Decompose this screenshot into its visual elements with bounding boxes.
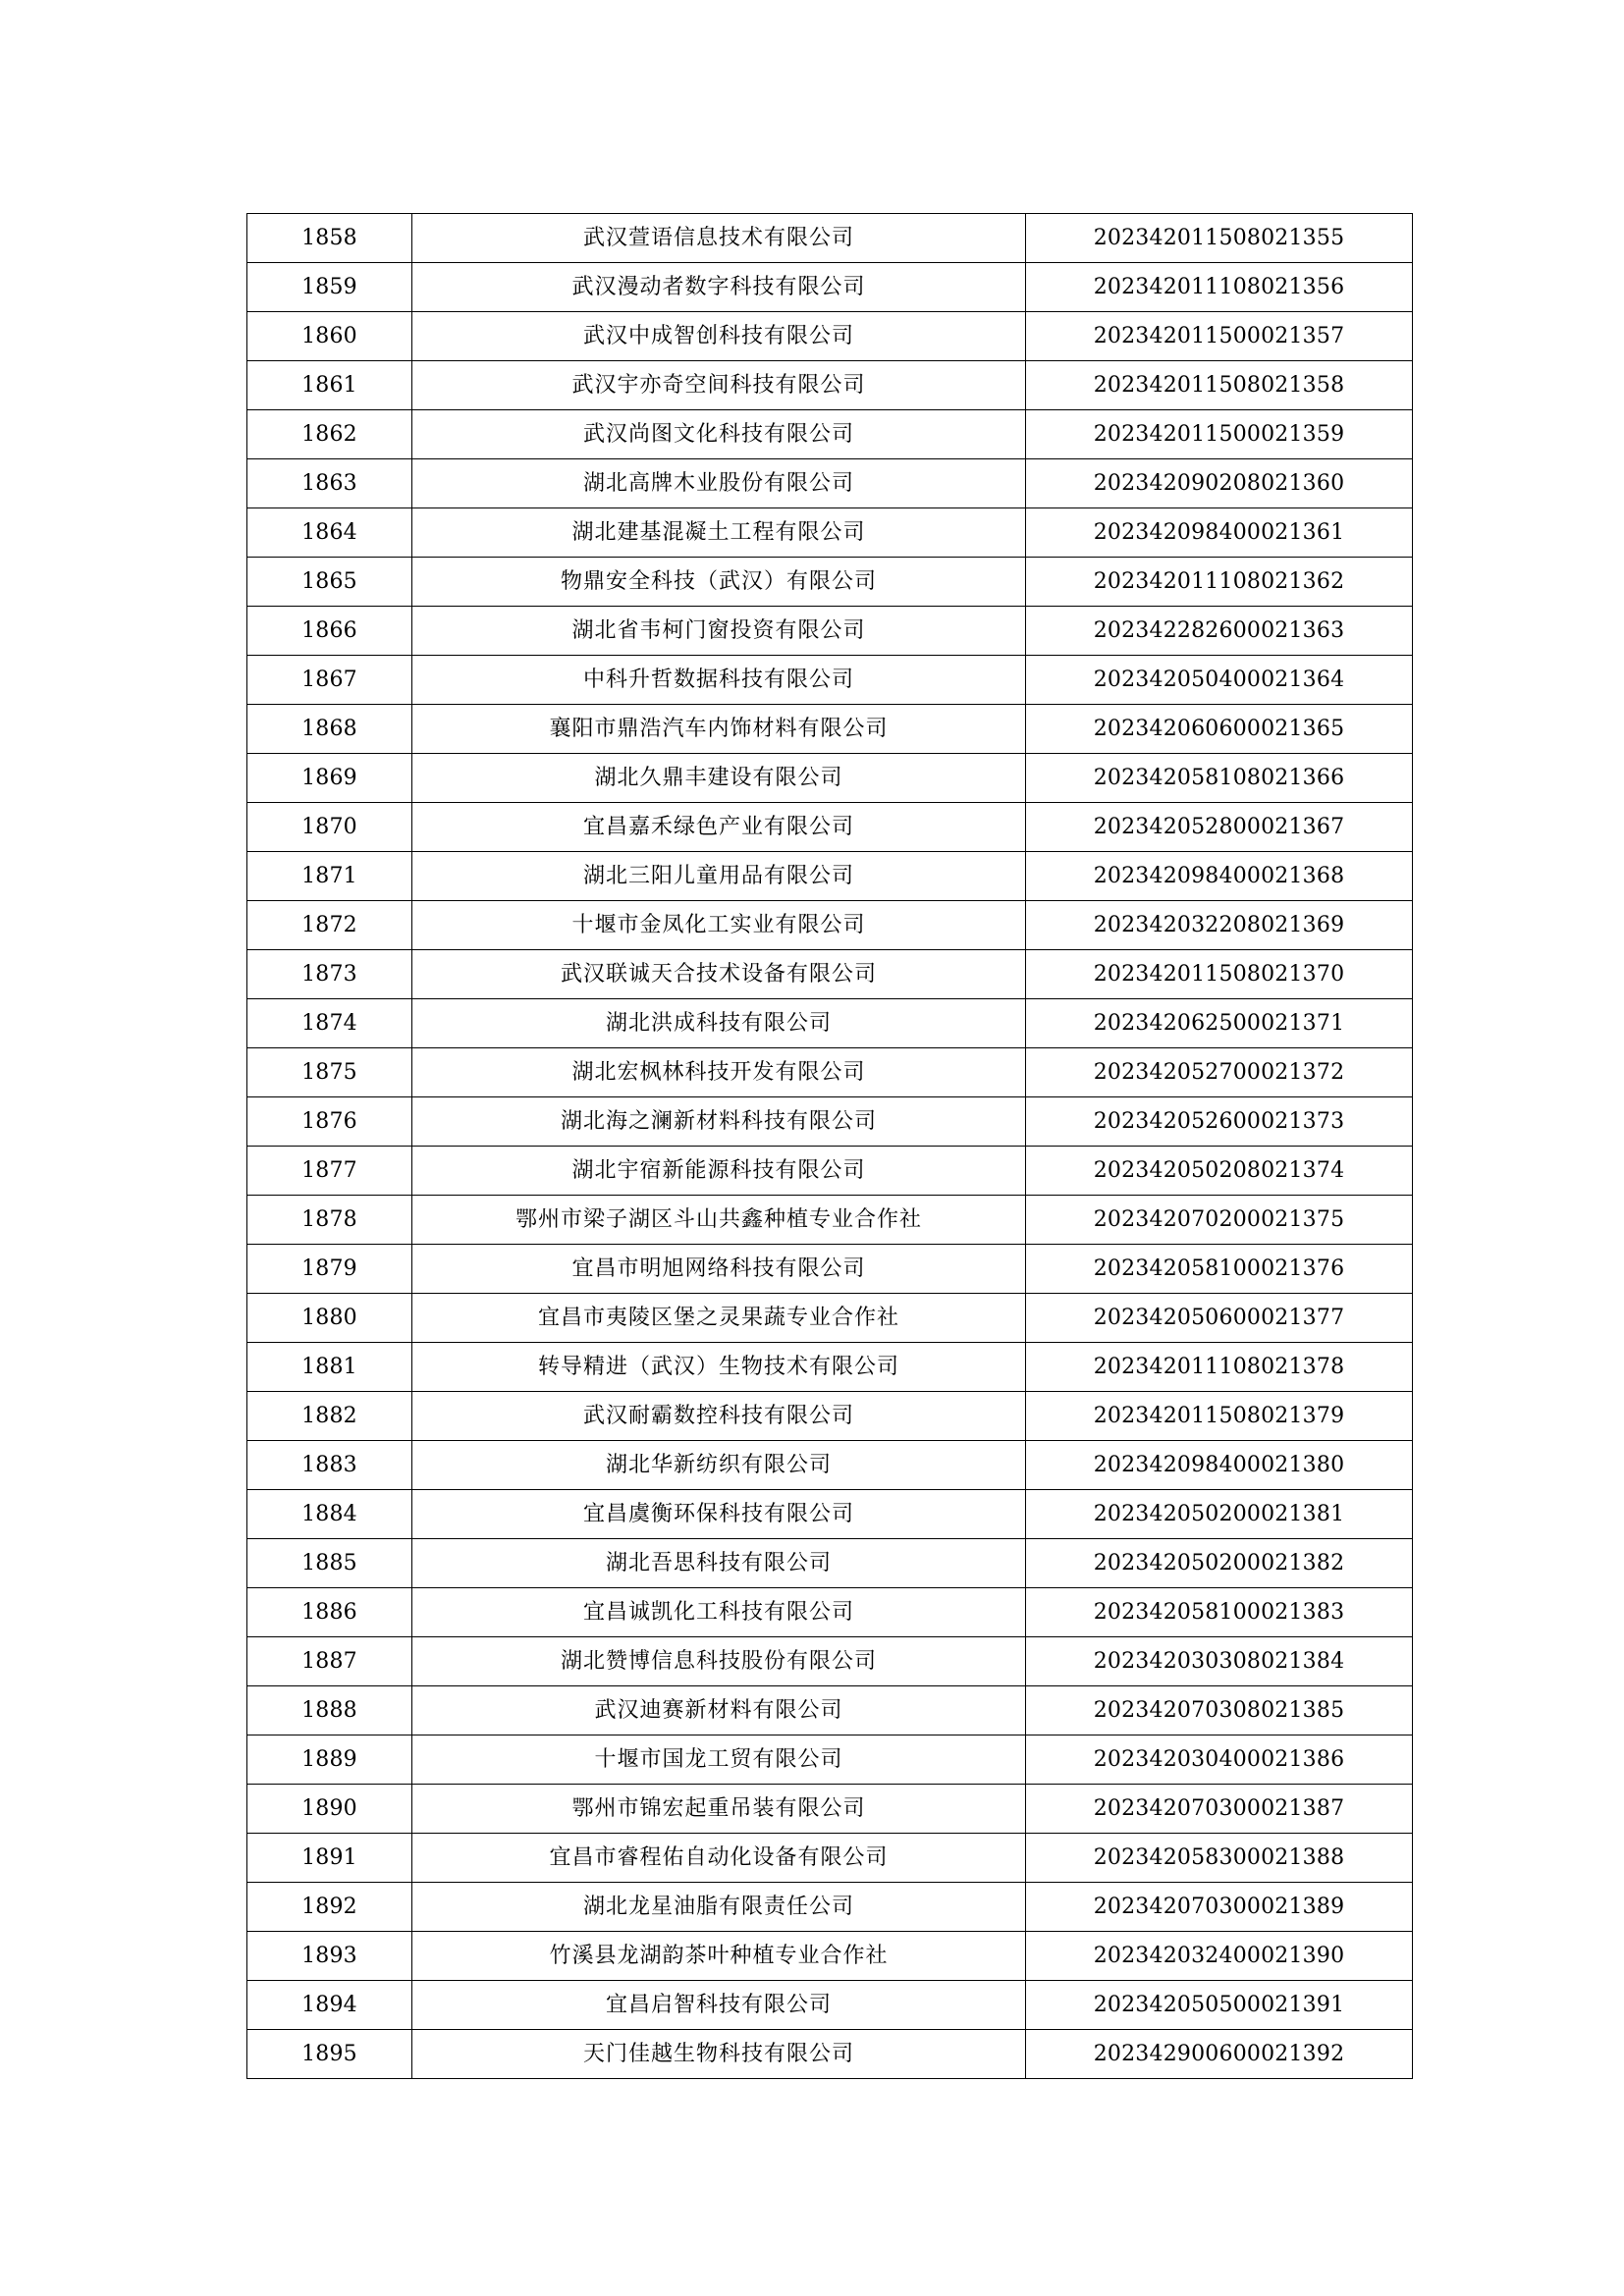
row-index-cell: 1862 bbox=[247, 410, 412, 459]
table-row bbox=[247, 754, 1413, 803]
row-index-cell: 1893 bbox=[247, 1932, 412, 1981]
row-index-cell: 1875 bbox=[247, 1048, 412, 1097]
row-index-cell: 1887 bbox=[247, 1637, 412, 1686]
company-name-cell: 宜昌市夷陵区堡之灵果蔬专业合作社 bbox=[412, 1294, 1026, 1343]
table-row bbox=[247, 950, 1413, 999]
table-row bbox=[247, 1392, 1413, 1441]
registration-code-cell: 202342052700021372 bbox=[1026, 1048, 1413, 1097]
table-row bbox=[247, 361, 1413, 410]
registration-code-cell: 202342011500021357 bbox=[1026, 312, 1413, 361]
row-index-cell: 1881 bbox=[247, 1343, 412, 1392]
registration-code-cell: 202342060600021365 bbox=[1026, 705, 1413, 754]
registration-code-cell: 202342032208021369 bbox=[1026, 901, 1413, 950]
row-index-cell: 1863 bbox=[247, 459, 412, 508]
row-index-cell: 1892 bbox=[247, 1883, 412, 1932]
row-index-cell: 1890 bbox=[247, 1785, 412, 1834]
registration-code-cell: 202342011508021370 bbox=[1026, 950, 1413, 999]
table-row bbox=[247, 2030, 1413, 2079]
table-row bbox=[247, 1441, 1413, 1490]
row-index-cell: 1864 bbox=[247, 508, 412, 558]
row-index-cell: 1859 bbox=[247, 263, 412, 312]
table-row bbox=[247, 214, 1413, 263]
company-name-cell: 宜昌市明旭网络科技有限公司 bbox=[412, 1245, 1026, 1294]
company-name-cell: 宜昌启智科技有限公司 bbox=[412, 1981, 1026, 2030]
registration-code-cell: 202342070308021385 bbox=[1026, 1686, 1413, 1735]
registration-code-cell: 202342050200021381 bbox=[1026, 1490, 1413, 1539]
row-index-cell: 1869 bbox=[247, 754, 412, 803]
company-name-cell: 湖北海之澜新材料科技有限公司 bbox=[412, 1097, 1026, 1147]
table-row bbox=[247, 1147, 1413, 1196]
registration-code-cell: 202342011508021355 bbox=[1026, 214, 1413, 263]
company-name-cell: 武汉尚图文化科技有限公司 bbox=[412, 410, 1026, 459]
row-index-cell: 1861 bbox=[247, 361, 412, 410]
registration-code-cell: 202342050200021382 bbox=[1026, 1539, 1413, 1588]
company-name-cell: 宜昌诚凯化工科技有限公司 bbox=[412, 1588, 1026, 1637]
table-row bbox=[247, 803, 1413, 852]
registration-code-cell: 202342070300021389 bbox=[1026, 1883, 1413, 1932]
company-name-cell: 宜昌市睿程佑自动化设备有限公司 bbox=[412, 1834, 1026, 1883]
table-row bbox=[247, 656, 1413, 705]
company-name-cell: 武汉漫动者数字科技有限公司 bbox=[412, 263, 1026, 312]
company-name-cell: 湖北华新纺织有限公司 bbox=[412, 1441, 1026, 1490]
table-row bbox=[247, 263, 1413, 312]
row-index-cell: 1886 bbox=[247, 1588, 412, 1637]
row-index-cell: 1894 bbox=[247, 1981, 412, 2030]
table-row bbox=[247, 1294, 1413, 1343]
row-index-cell: 1885 bbox=[247, 1539, 412, 1588]
table-row bbox=[247, 1588, 1413, 1637]
company-name-cell: 湖北赞博信息科技股份有限公司 bbox=[412, 1637, 1026, 1686]
registration-code-cell: 202342058100021383 bbox=[1026, 1588, 1413, 1637]
registration-code-cell: 202342011508021379 bbox=[1026, 1392, 1413, 1441]
table-row bbox=[247, 558, 1413, 607]
company-name-cell: 湖北建基混凝土工程有限公司 bbox=[412, 508, 1026, 558]
table-row bbox=[247, 410, 1413, 459]
company-name-cell: 武汉迪赛新材料有限公司 bbox=[412, 1686, 1026, 1735]
table-row bbox=[247, 852, 1413, 901]
registration-code-cell: 202342058108021366 bbox=[1026, 754, 1413, 803]
row-index-cell: 1867 bbox=[247, 656, 412, 705]
company-name-cell: 中科升哲数据科技有限公司 bbox=[412, 656, 1026, 705]
row-index-cell: 1870 bbox=[247, 803, 412, 852]
company-name-cell: 湖北吾思科技有限公司 bbox=[412, 1539, 1026, 1588]
company-name-cell: 湖北宏枫林科技开发有限公司 bbox=[412, 1048, 1026, 1097]
registration-code-cell: 202342070300021387 bbox=[1026, 1785, 1413, 1834]
company-name-cell: 天门佳越生物科技有限公司 bbox=[412, 2030, 1026, 2079]
registration-code-cell: 202342098400021368 bbox=[1026, 852, 1413, 901]
row-index-cell: 1880 bbox=[247, 1294, 412, 1343]
table-row bbox=[247, 607, 1413, 656]
row-index-cell: 1872 bbox=[247, 901, 412, 950]
row-index-cell: 1884 bbox=[247, 1490, 412, 1539]
registration-code-cell: 202342011108021356 bbox=[1026, 263, 1413, 312]
registration-code-cell: 202342050600021377 bbox=[1026, 1294, 1413, 1343]
row-index-cell: 1895 bbox=[247, 2030, 412, 2079]
registration-code-cell: 202342062500021371 bbox=[1026, 999, 1413, 1048]
table-row bbox=[247, 1932, 1413, 1981]
registration-code-cell: 202342011108021378 bbox=[1026, 1343, 1413, 1392]
registration-code-cell: 202342098400021361 bbox=[1026, 508, 1413, 558]
table-row bbox=[247, 1785, 1413, 1834]
company-name-cell: 物鼎安全科技（武汉）有限公司 bbox=[412, 558, 1026, 607]
table-row bbox=[247, 901, 1413, 950]
registration-code-cell: 202342011508021358 bbox=[1026, 361, 1413, 410]
company-name-cell: 竹溪县龙湖韵茶叶种植专业合作社 bbox=[412, 1932, 1026, 1981]
table-row bbox=[247, 1196, 1413, 1245]
registration-code-cell: 202342050400021364 bbox=[1026, 656, 1413, 705]
row-index-cell: 1866 bbox=[247, 607, 412, 656]
row-index-cell: 1858 bbox=[247, 214, 412, 263]
table-row bbox=[247, 1834, 1413, 1883]
company-name-cell: 湖北宇宿新能源科技有限公司 bbox=[412, 1147, 1026, 1196]
registration-code-cell: 202342058300021388 bbox=[1026, 1834, 1413, 1883]
table-row bbox=[247, 1490, 1413, 1539]
company-name-cell: 十堰市国龙工贸有限公司 bbox=[412, 1735, 1026, 1785]
table-row bbox=[247, 1735, 1413, 1785]
row-index-cell: 1876 bbox=[247, 1097, 412, 1147]
table-row bbox=[247, 1883, 1413, 1932]
registration-code-cell: 202342050208021374 bbox=[1026, 1147, 1413, 1196]
table-row bbox=[247, 1637, 1413, 1686]
company-name-cell: 武汉联诚天合技术设备有限公司 bbox=[412, 950, 1026, 999]
registration-code-cell: 202342052800021367 bbox=[1026, 803, 1413, 852]
company-name-cell: 襄阳市鼎浩汽车内饰材料有限公司 bbox=[412, 705, 1026, 754]
table-row bbox=[247, 999, 1413, 1048]
row-index-cell: 1882 bbox=[247, 1392, 412, 1441]
table-row bbox=[247, 508, 1413, 558]
row-index-cell: 1888 bbox=[247, 1686, 412, 1735]
row-index-cell: 1865 bbox=[247, 558, 412, 607]
registration-code-cell: 202342032400021390 bbox=[1026, 1932, 1413, 1981]
company-name-cell: 宜昌嘉禾绿色产业有限公司 bbox=[412, 803, 1026, 852]
registration-code-cell: 202342098400021380 bbox=[1026, 1441, 1413, 1490]
registration-code-cell: 202342011500021359 bbox=[1026, 410, 1413, 459]
row-index-cell: 1871 bbox=[247, 852, 412, 901]
company-name-cell: 十堰市金凤化工实业有限公司 bbox=[412, 901, 1026, 950]
table-row bbox=[247, 705, 1413, 754]
registry-table-body bbox=[247, 214, 1413, 2079]
registration-code-cell: 202342090208021360 bbox=[1026, 459, 1413, 508]
company-name-cell: 湖北洪成科技有限公司 bbox=[412, 999, 1026, 1048]
company-name-cell: 湖北省韦柯门窗投资有限公司 bbox=[412, 607, 1026, 656]
table-row bbox=[247, 1048, 1413, 1097]
company-name-cell: 湖北久鼎丰建设有限公司 bbox=[412, 754, 1026, 803]
table-row bbox=[247, 459, 1413, 508]
registration-code-cell: 202342282600021363 bbox=[1026, 607, 1413, 656]
row-index-cell: 1879 bbox=[247, 1245, 412, 1294]
company-name-cell: 转导精进（武汉）生物技术有限公司 bbox=[412, 1343, 1026, 1392]
company-name-cell: 武汉中成智创科技有限公司 bbox=[412, 312, 1026, 361]
row-index-cell: 1878 bbox=[247, 1196, 412, 1245]
table-row bbox=[247, 1981, 1413, 2030]
company-registry-table bbox=[246, 213, 1413, 2079]
registration-code-cell: 202342058100021376 bbox=[1026, 1245, 1413, 1294]
registration-code-cell: 202342030308021384 bbox=[1026, 1637, 1413, 1686]
row-index-cell: 1860 bbox=[247, 312, 412, 361]
table-row bbox=[247, 1686, 1413, 1735]
company-name-cell: 鄂州市锦宏起重吊装有限公司 bbox=[412, 1785, 1026, 1834]
row-index-cell: 1883 bbox=[247, 1441, 412, 1490]
company-name-cell: 湖北龙星油脂有限责任公司 bbox=[412, 1883, 1026, 1932]
row-index-cell: 1873 bbox=[247, 950, 412, 999]
table-row bbox=[247, 1245, 1413, 1294]
table-row bbox=[247, 312, 1413, 361]
table-row bbox=[247, 1097, 1413, 1147]
row-index-cell: 1877 bbox=[247, 1147, 412, 1196]
registration-code-cell: 202342900600021392 bbox=[1026, 2030, 1413, 2079]
registration-code-cell: 202342070200021375 bbox=[1026, 1196, 1413, 1245]
company-name-cell: 湖北高牌木业股份有限公司 bbox=[412, 459, 1026, 508]
registration-code-cell: 202342052600021373 bbox=[1026, 1097, 1413, 1147]
registration-code-cell: 202342030400021386 bbox=[1026, 1735, 1413, 1785]
company-name-cell: 武汉耐霸数控科技有限公司 bbox=[412, 1392, 1026, 1441]
row-index-cell: 1891 bbox=[247, 1834, 412, 1883]
row-index-cell: 1889 bbox=[247, 1735, 412, 1785]
registration-code-cell: 202342050500021391 bbox=[1026, 1981, 1413, 2030]
table-row bbox=[247, 1343, 1413, 1392]
company-name-cell: 武汉萱语信息技术有限公司 bbox=[412, 214, 1026, 263]
row-index-cell: 1874 bbox=[247, 999, 412, 1048]
company-name-cell: 宜昌虞衡环保科技有限公司 bbox=[412, 1490, 1026, 1539]
table-row bbox=[247, 1539, 1413, 1588]
row-index-cell: 1868 bbox=[247, 705, 412, 754]
company-name-cell: 湖北三阳儿童用品有限公司 bbox=[412, 852, 1026, 901]
registration-code-cell: 202342011108021362 bbox=[1026, 558, 1413, 607]
company-name-cell: 鄂州市梁子湖区斗山共鑫种植专业合作社 bbox=[412, 1196, 1026, 1245]
company-name-cell: 武汉宇亦奇空间科技有限公司 bbox=[412, 361, 1026, 410]
